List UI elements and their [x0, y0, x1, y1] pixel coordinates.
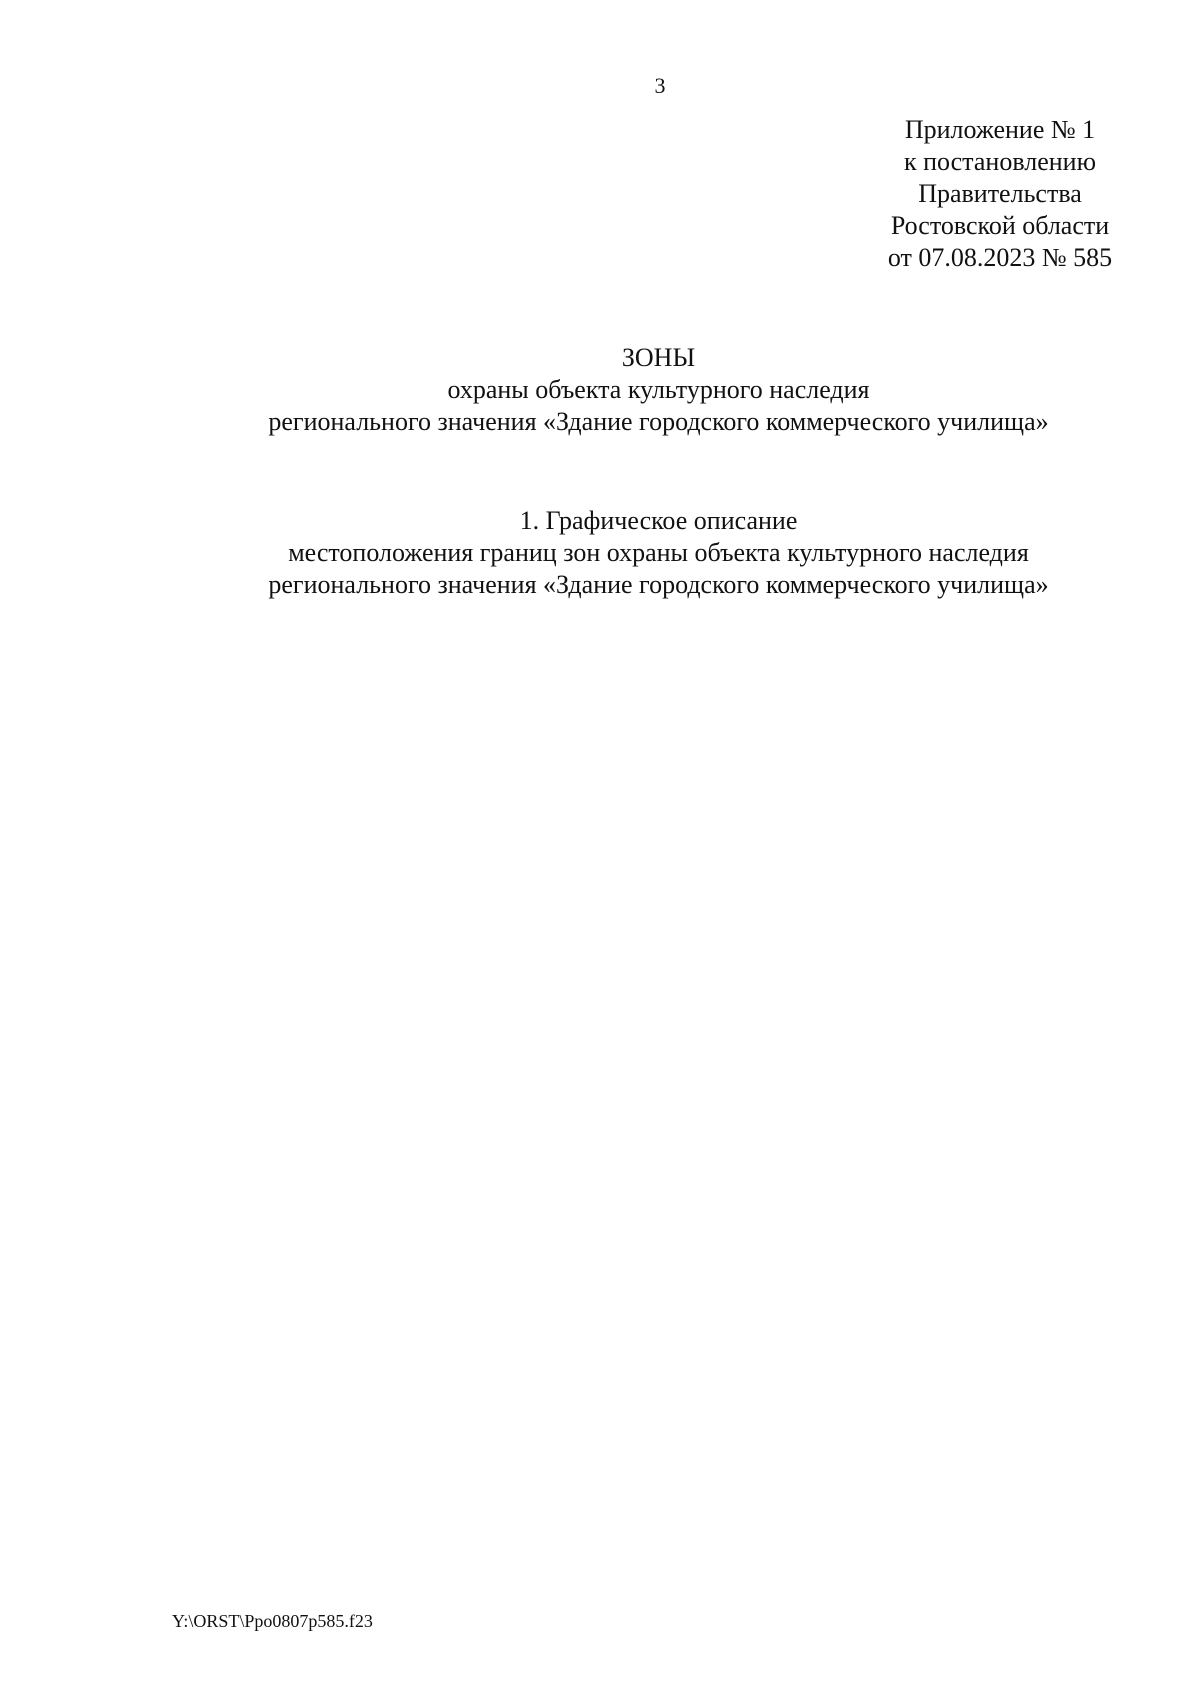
appendix-line-5: от 07.08.2023 № 585 [887, 243, 1113, 272]
section-line-2: местоположения границ зон охраны объекта культурного наследия [288, 538, 1029, 567]
appendix-line-4: Ростовской области [890, 211, 1110, 240]
appendix-line-1: Приложение № 1 [904, 115, 1096, 144]
title-line-3: регионального значения «Здание городского коммерческого училища» [268, 407, 1049, 436]
appendix-line-3: Правительства [918, 179, 1082, 208]
section-line-1: 1. Графическое описание [519, 506, 798, 535]
appendix-block [830, 114, 1170, 274]
section-line-3: регионального значения «Здание городского коммерческого училища» [268, 570, 1049, 599]
appendix-line-2: к постановлению [903, 147, 1097, 176]
title-line-2: охраны объекта культурного наследия [447, 375, 870, 404]
page-number: 3 [654, 73, 666, 98]
section-heading [0, 505, 1200, 601]
title-line-1: ЗОНЫ [621, 343, 696, 372]
document-title [0, 342, 1200, 438]
file-path-footer: Y:\ORST\Ppo0807p585.f23 [172, 1611, 373, 1631]
